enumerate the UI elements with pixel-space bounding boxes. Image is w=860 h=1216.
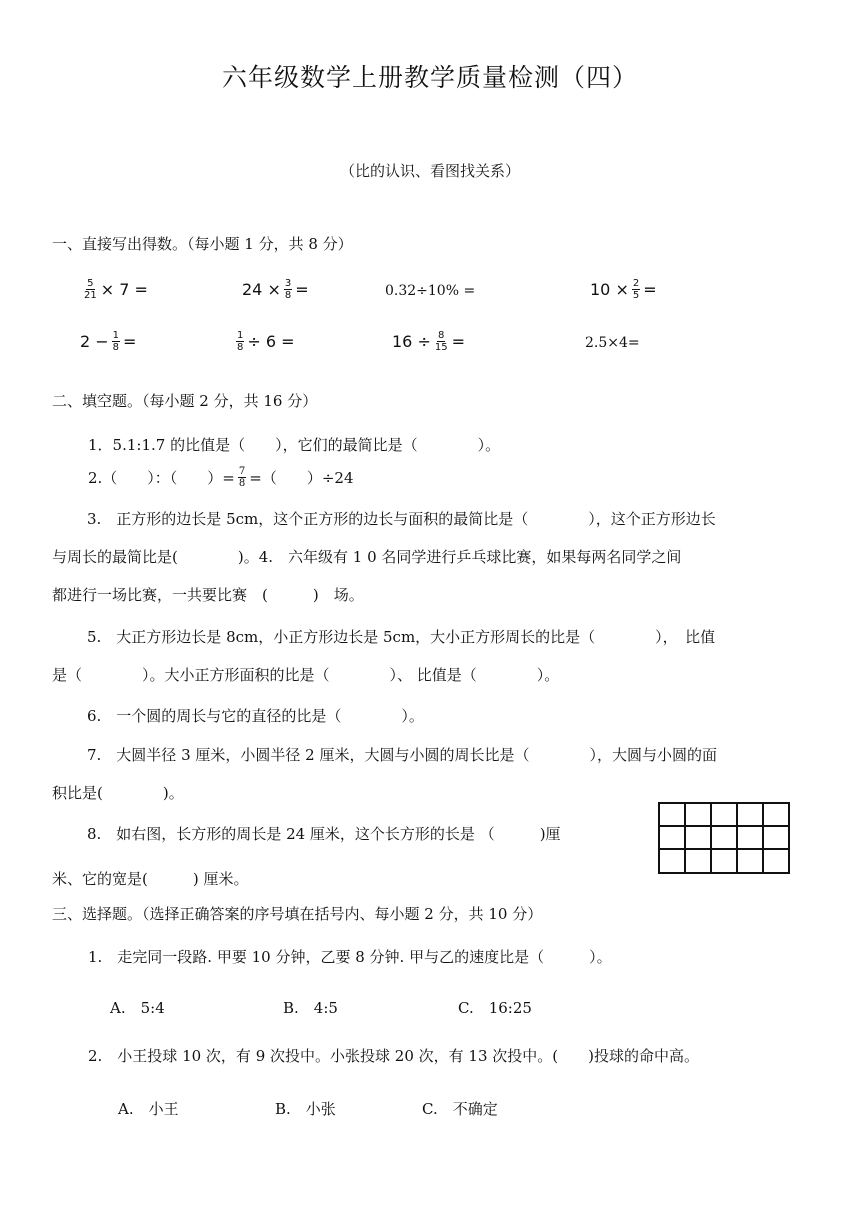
fraction: $\frac{1}{8}$	[112, 330, 120, 353]
calc-q3: 0.32÷10% =	[385, 283, 476, 299]
section2-heading: 二、填空题。（每小题 2 分，共 16 分）	[52, 392, 318, 410]
calc-q1: $\frac{5}{21}$ × 7 =	[84, 278, 148, 301]
fill-q1: 1．5.1:1.7 的比值是（ ），它们的最简比是（ ）。	[88, 436, 501, 454]
choice-q2: 2. 小王投球 10 次，有 9 次投中。小张投球 20 次，有 13 次投中。( )投球的命中高。	[88, 1047, 699, 1065]
choice-q2-option-b: B. 小张	[275, 1100, 336, 1118]
fill-q7: 7. 大圆半径 3 厘米，小圆半径 2 厘米，大圆与小圆的周长比是（ ），大圆与小圆的面 积比是( )。	[52, 746, 717, 802]
fill-q8-line2: 米、它的宽是( ) 厘米。	[52, 870, 249, 888]
section1-heading: 一、直接写出得数。（每小题 1 分，共 8 分）	[52, 235, 353, 253]
fill-q2: 2.（ ）：（ ）= $\frac{7}{8}$ =（ ）÷24	[88, 466, 354, 489]
page-title: 六年级数学上册教学质量检测（四）	[221, 63, 638, 92]
calc-q8: 2.5×4=	[585, 335, 640, 351]
calc-q6: $\frac{1}{8}$ ÷ 6 =	[237, 330, 295, 353]
fraction: $\frac{7}{8}$	[238, 466, 246, 489]
calc-q4: 10 × $\frac{2}{5}$ =	[590, 278, 657, 301]
fraction: $\frac{8}{15}$	[434, 330, 448, 353]
fill-q6: 6. 一个圆的周长与它的直径的比是（ ）。	[87, 707, 424, 725]
calc-q7: 16 ÷ $\frac{8}{15}$ =	[392, 330, 465, 353]
fill-q8: 8. 如右图，长方形的周长是 24 厘米，这个长方形的长是 （ )厘	[87, 825, 561, 843]
fraction: $\frac{2}{5}$	[632, 278, 640, 301]
choice-q1-option-a: A. 5:4	[110, 999, 165, 1017]
grid-outline	[659, 803, 789, 873]
choice-q1-option-b: B. 4:5	[283, 999, 338, 1017]
calc-q5: 2 − $\frac{1}{8}$ =	[80, 330, 137, 353]
calc-q2: 24 × $\frac{3}{8}$ =	[242, 278, 309, 301]
rectangle-grid-figure	[658, 802, 792, 876]
section3-heading: 三、选择题。（选择正确答案的序号填在括号内、每小题 2 分，共 10 分）	[52, 905, 543, 923]
choice-q2-option-c: C. 不确定	[422, 1100, 498, 1118]
fill-q5: 5. 大正方形边长是 8cm，小正方形边长是 5cm，大小正方形周长的比是（ ）， 比值 是（ ）。大小正方形面积的比是（ ）、 比值是（ ）。	[52, 628, 716, 684]
fraction: $\frac{1}{8}$	[237, 330, 244, 353]
choice-q1: 1. 走完同一段路. 甲要 10 分钟，乙要 8 分钟. 甲与乙的速度比是（ ）。	[88, 948, 612, 966]
fill-q3-q4: 3. 正方形的边长是 5cm，这个正方形的边长与面积的最简比是（ ），这个正方形边长 与周长的最简比是( )。4. 六年级有 1 0 名同学进行乒乓球比赛，如果每两名同学之间 都进行一场比赛，一共要比赛 ( ) 场。	[52, 510, 716, 604]
choice-q1-option-c: C. 16:25	[458, 999, 532, 1017]
choice-q2-option-a: A. 小王	[118, 1100, 179, 1118]
fraction: $\frac{3}{8}$	[284, 278, 292, 301]
page-subtitle: （比的认识、看图找关系）	[339, 162, 520, 180]
fraction: $\frac{5}{21}$	[84, 278, 97, 301]
